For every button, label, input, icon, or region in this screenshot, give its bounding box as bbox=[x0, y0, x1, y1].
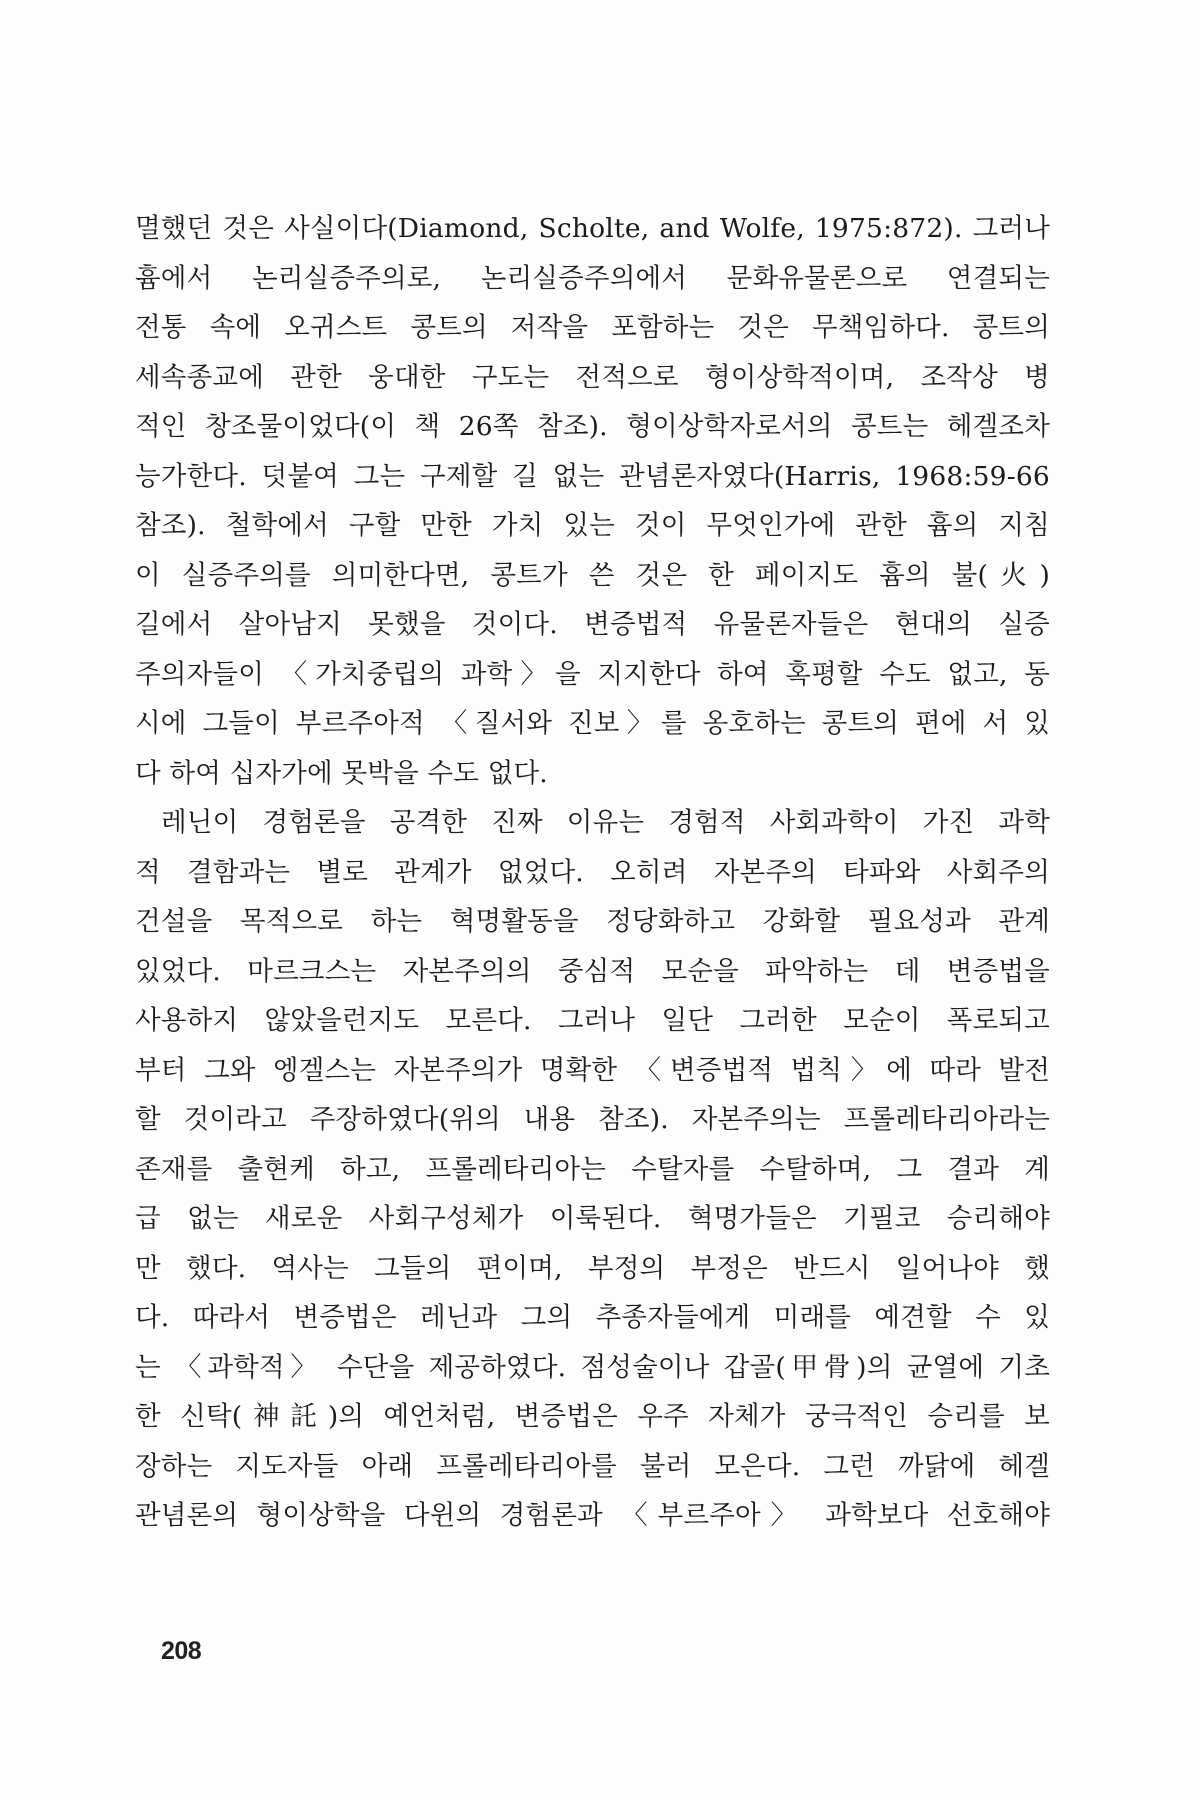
text-line: 사용하지 않았을런지도 모른다. 그러나 일단 그러한 모순이 폭로되고 bbox=[135, 1005, 1050, 1036]
text-line: 주의자들이 〈가치중립의 과학〉을 지지한다 하여 혹평할 수도 없고, 동 bbox=[135, 658, 1050, 690]
text-line: 는 〈과학적〉 수단을 제공하였다. 점성술이나 갑골(甲骨)의 균열에 기초 bbox=[135, 1351, 1050, 1383]
text-line: 건설을 목적으로 하는 혁명활동을 정당화하고 강화할 필요성과 관계 bbox=[135, 906, 1050, 937]
text-line: 존재를 출현케 하고, 프롤레타리아는 수탈자를 수탈하며, 그 결과 계 bbox=[135, 1153, 1050, 1185]
text-line: 만 했다. 역사는 그들의 편이며, 부정의 부정은 반드시 일어나야 했 bbox=[135, 1252, 1050, 1284]
text-line: 있었다. 마르크스는 자본주의의 중심적 모순을 파악하는 데 변증법을 bbox=[135, 955, 1050, 987]
body-text bbox=[135, 204, 1050, 1541]
text-line: 멸했던 것은 사실이다(Diamond, Scholte, and Wolfe, 1975:872). 그러나 bbox=[135, 213, 1050, 244]
text-line-paragraph-end: 다 하여 십자가에 못박을 수도 없다. bbox=[135, 757, 548, 789]
text-line-paragraph-start: 레닌이 경험론을 공격한 진짜 이유는 경험적 사회과학이 가진 과학 bbox=[161, 807, 1050, 838]
text-line: 흄에서 논리실증주의로, 논리실증주의에서 문화유물론으로 연결되는 bbox=[135, 262, 1050, 294]
text-line: 한 신탁(神託)의 예언처럼, 변증법은 우주 자체가 궁극적인 승리를 보 bbox=[135, 1401, 1050, 1432]
text-line: 능가한다. 덧붙여 그는 구제할 길 없는 관념론자였다(Harris, 1968:59-66 bbox=[135, 460, 1050, 492]
text-line: 전통 속에 오귀스트 콩트의 저작을 포함하는 것은 무책임하다. 콩트의 bbox=[135, 312, 1050, 343]
text-line: 이 실증주의를 의미한다면, 콩트가 쓴 것은 한 페이지도 흄의 불(火) bbox=[135, 559, 1050, 591]
text-line: 적인 창조물이었다(이 책 26쪽 참조). 형이상학자로서의 콩트는 헤겔조차 bbox=[135, 411, 1050, 442]
text-line: 세속종교에 관한 웅대한 구도는 전적으로 형이상학적이며, 조작상 병 bbox=[135, 361, 1050, 393]
text-line: 장하는 지도자들 아래 프롤레타리아를 불러 모은다. 그런 까닭에 헤겔 bbox=[135, 1450, 1050, 1482]
text-line: 할 것이라고 주장하였다(위의 내용 참조). 자본주의는 프롤레타리아라는 bbox=[135, 1104, 1050, 1135]
text-line: 관념론의 형이상학을 다윈의 경험론과 〈부르주아〉 과학보다 선호해야 bbox=[135, 1500, 1050, 1531]
text-line: 참조). 철학에서 구할 만한 가치 있는 것이 무엇인가에 관한 흄의 지침 bbox=[135, 510, 1050, 541]
text-line: 급 없는 새로운 사회구성체가 이룩된다. 혁명가들은 기필코 승리해야 bbox=[135, 1203, 1050, 1234]
text-line: 길에서 살아남지 못했을 것이다. 변증법적 유물론자들은 현대의 실증 bbox=[135, 609, 1050, 640]
text-line: 다. 따라서 변증법은 레닌과 그의 추종자들에게 미래를 예견할 수 있 bbox=[135, 1302, 1050, 1333]
page-number: 208 bbox=[161, 1637, 202, 1665]
text-line: 시에 그들이 부르주아적 〈질서와 진보〉를 옹호하는 콩트의 편에 서 있 bbox=[135, 708, 1050, 739]
text-line: 적 결함과는 별로 관계가 없었다. 오히려 자본주의 타파와 사회주의 bbox=[135, 856, 1050, 888]
text-line: 부터 그와 엥겔스는 자본주의가 명확한 〈변증법적 법칙〉에 따라 발전 bbox=[135, 1054, 1050, 1086]
